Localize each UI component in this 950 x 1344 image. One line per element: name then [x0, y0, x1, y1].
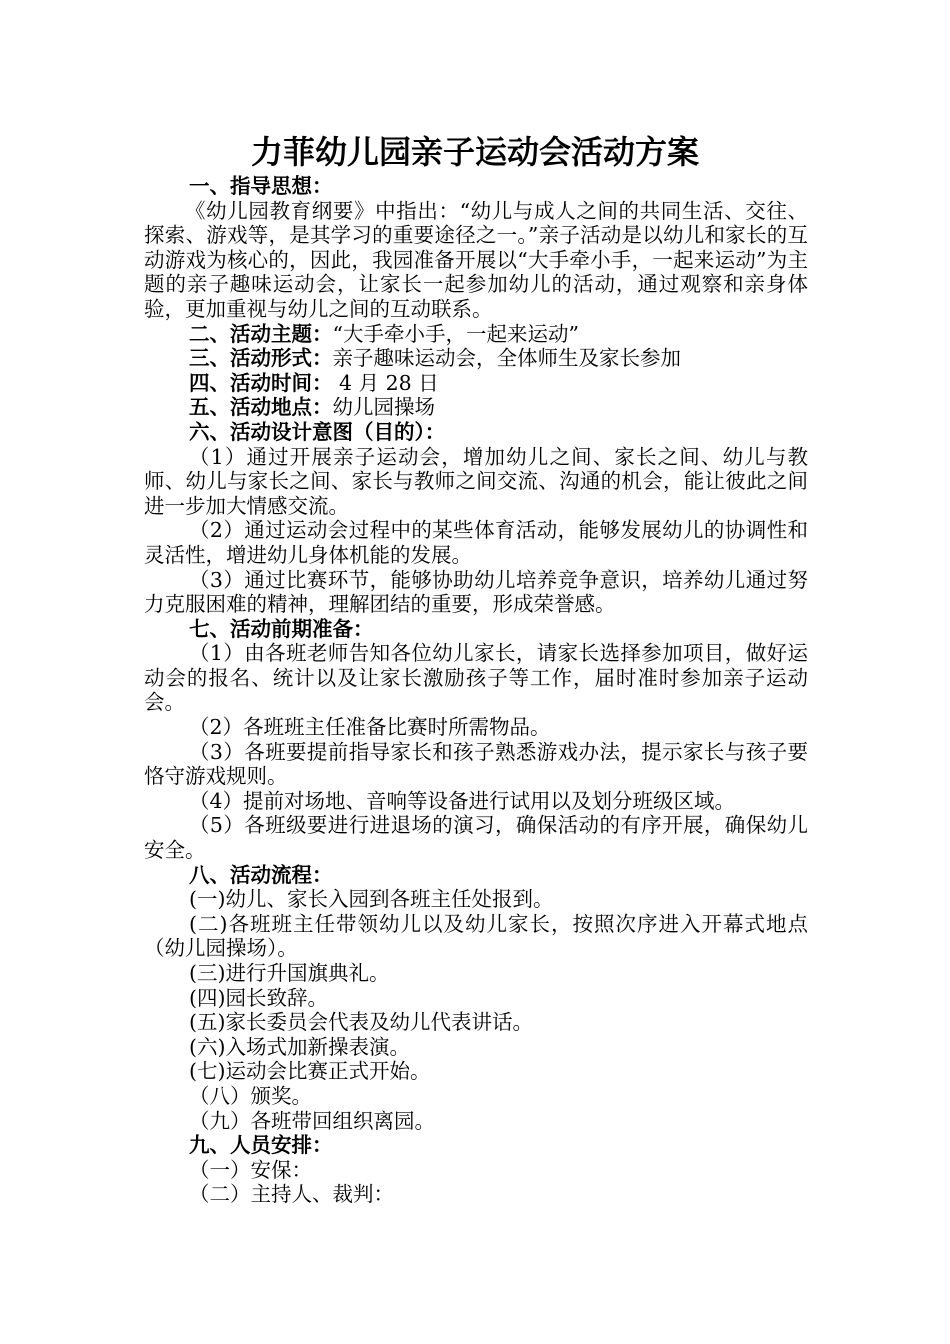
activity-format-label: 三、活动形式：: [189, 346, 333, 371]
process-item: (二)各班班主任带领幼儿以及幼儿家长，按照次序进入开幕式地点（幼儿园操场）。: [144, 911, 808, 961]
activity-location-label: 五、活动地点：: [189, 395, 333, 420]
process-item: (七)运动会比赛正式开始。: [189, 1059, 431, 1084]
process-item: (四)园长致辞。: [189, 985, 328, 1010]
design-intent-item: （2）通过运动会过程中的某些体育活动，能够发展幼儿的协调性和灵活性，增进幼儿身体机能的发展。: [144, 518, 808, 567]
process-item: (五)家长委员会代表及幼儿代表讲话。: [189, 1010, 533, 1035]
staffing-item: （二）主持人、裁判：: [189, 1182, 394, 1207]
preparation-item: （4）提前对场地、音响等设备进行试用以及划分班级区域。: [189, 788, 736, 813]
activity-format-line: [144, 346, 808, 371]
activity-time-line: [144, 371, 808, 396]
design-intent-item: （1）通过开展亲子运动会，增加幼儿之间、家长之间、幼儿与教师、幼儿与家长之间、家长与教师之间交流、沟通的机会，能让彼此之间进一步加大情感交流。: [144, 444, 808, 518]
process-item: (六)入场式加新操表演。: [189, 1034, 410, 1059]
process-item: (一)幼儿、家长入园到各班主任处报到。: [189, 887, 554, 912]
document-title: 力菲幼儿园亲子运动会活动方案: [250, 133, 699, 171]
preparation-item: （5）各班级要进行进退场的演习，确保活动的有序开展，确保幼儿安全。: [144, 813, 808, 863]
preparation-item: （3）各班要提前指导家长和孩子熟悉游戏办法，提示家长与孩子要恪守游戏规则。: [144, 739, 808, 789]
section-heading-process: 八、活动流程：: [189, 862, 333, 887]
section-heading-preparation: 七、活动前期准备：: [189, 616, 374, 641]
activity-location-value: 幼儿园操场: [332, 395, 435, 420]
section-heading-guiding-thought: 一、指导思想：: [189, 174, 333, 198]
activity-theme-line: [144, 322, 808, 347]
activity-time-label: 四、活动时间：: [189, 370, 333, 395]
process-item: （九）各班带回组织离园。: [189, 1108, 435, 1133]
process-item: （八）颁奖。: [189, 1083, 312, 1108]
preparation-item: （1）由各班老师告知各位幼儿家长，请家长选择参加项目，做好运动会的报名、统计以及让家长激励孩子等工作，届时准时参加亲子运动会。: [144, 641, 808, 715]
activity-format-value: 亲子趣味运动会，全体师生及家长参加: [332, 346, 681, 371]
section-heading-staffing: 九、人员安排：: [189, 1133, 333, 1158]
design-intent-item: （3）通过比赛环节，能够协助幼儿培养竞争意识，培养幼儿通过努力克服困难的精神，理解团结的重要，形成荣誉感。: [144, 567, 808, 617]
section-heading-design-intent: 六、活动设计意图（目的）：: [189, 419, 446, 444]
document-body: [144, 174, 808, 1207]
activity-time-value: 4 月 28 日: [332, 370, 439, 395]
guiding-thought-paragraph: 《幼儿园教育纲要》中指出：“幼儿与成人之间的共同生活、交往、探索、游戏等，是其学习的重要途径之一。”亲子活动是以幼儿和家长的互动游戏为核心的，因此，我园准备开展以“大手牵小手，一起来运动”为主题的亲子趣味运动会，让家长一起参加幼儿的活动，通过观察和亲身体验，更加重视与幼儿之间的互动联系。: [144, 198, 808, 321]
staffing-item: （一）安保：: [189, 1157, 312, 1182]
activity-theme-value: “大手牵小手，一起来运动”: [332, 321, 579, 346]
process-item: (三)进行升国旗典礼。: [189, 961, 390, 985]
activity-theme-label: 二、活动主题：: [189, 321, 333, 346]
preparation-item: （2）各班班主任准备比赛时所需物品。: [189, 715, 551, 740]
activity-location-line: [144, 395, 808, 420]
